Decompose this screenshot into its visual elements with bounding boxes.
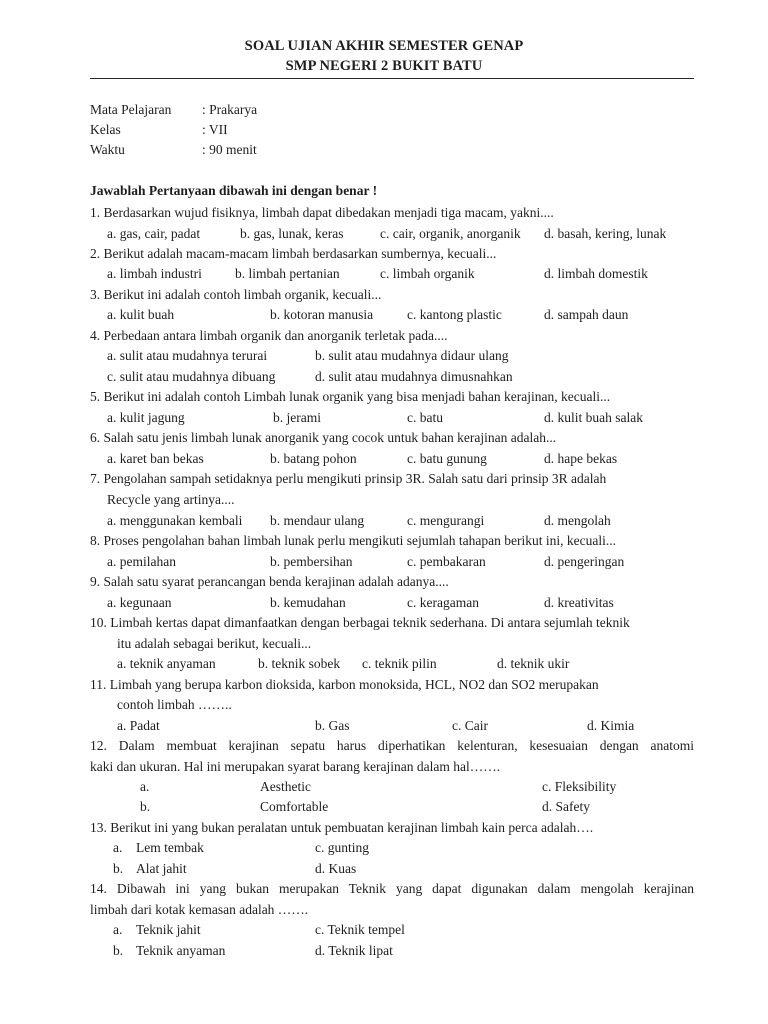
q8-option-b: b. pembersihan — [270, 554, 353, 569]
q14-option-b: Teknik anyaman — [136, 943, 226, 958]
question-13: 13. Berikut ini yang bukan peralatan untuk pembuatan kerajinan limbah kain perca adalah…. — [90, 820, 594, 835]
question-1: 1. Berdasarkan wujud fisiknya, limbah dapat dibedakan menjadi tiga macam, yakni.... — [90, 205, 554, 220]
q1-option-b: b. gas, lunak, keras — [240, 226, 344, 241]
subject-label: Mata Pelajaran — [90, 102, 172, 117]
class-label: Kelas — [90, 122, 121, 137]
question-7: 7. Pengolahan sampah setidaknya perlu mengikuti prinsip 3R. Salah satu dari prinsip 3R adalah — [90, 471, 607, 486]
question-11: 11. Limbah yang berupa karbon dioksida, karbon monoksida, HCL, NO2 dan SO2 merupakan — [90, 677, 599, 692]
q14-option-a-letter: a. — [113, 922, 123, 937]
q2-option-d: d. limbah domestik — [544, 266, 648, 281]
q4-option-c: c. sulit atau mudahnya dibuang — [107, 369, 276, 384]
q4-option-b: b. sulit atau mudahnya didaur ulang — [315, 348, 509, 363]
q5-option-c: c. batu — [407, 410, 443, 425]
q12-option-b-letter: b. — [140, 799, 151, 814]
q3-option-a: a. kulit buah — [107, 307, 175, 322]
question-12-continued: kaki dan ukuran. Hal ini merupakan syarat barang kerajinan dalam hal……. — [90, 759, 501, 774]
q14-option-c: c. Teknik tempel — [315, 922, 405, 937]
q5-option-d: d. kulit buah salak — [544, 410, 643, 425]
q2-option-a: a. limbah industri — [107, 266, 202, 281]
header-divider — [90, 78, 694, 79]
q13-option-a: Lem tembak — [136, 840, 204, 855]
q1-option-c: c. cair, organik, anorganik — [380, 226, 521, 241]
school-name: SMP NEGERI 2 BUKIT BATU — [285, 58, 483, 74]
question-10-continued: itu adalah sebagai berikut, kecuali... — [117, 636, 312, 651]
q1-option-d: d. basah, kering, lunak — [544, 226, 667, 241]
q3-option-d: d. sampah daun — [544, 307, 629, 322]
question-4: 4. Perbedaan antara limbah organik dan anorganik terletak pada.... — [90, 328, 448, 343]
q9-option-c: c. keragaman — [407, 595, 479, 610]
q14-option-d: d. Teknik lipat — [315, 943, 393, 958]
question-6: 6. Salah satu jenis limbah lunak anorganik yang cocok untuk bahan kerajinan adalah... — [90, 430, 557, 445]
q3-option-b: b. kotoran manusia — [270, 307, 374, 322]
class-value: : VII — [202, 122, 228, 137]
question-14-continued: limbah dari kotak kemasan adalah ……. — [90, 902, 309, 917]
q3-option-c: c. kantong plastic — [407, 307, 502, 322]
question-10: 10. Limbah kertas dapat dimanfaatkan dengan berbagai teknik sederhana. Di antara sejumlah teknik — [90, 615, 630, 630]
q4-option-a: a. sulit atau mudahnya terurai — [107, 348, 268, 363]
q7-option-a: a. menggunakan kembali — [107, 513, 243, 528]
question-9: 9. Salah satu syarat perancangan benda kerajinan adalah adanya.... — [90, 574, 449, 589]
q13-option-b: Alat jahit — [136, 861, 187, 876]
q5-option-a: a. kulit jagung — [107, 410, 185, 425]
question-3: 3. Berikut ini adalah contoh limbah organik, kecuali... — [90, 287, 382, 302]
q6-option-d: d. hape bekas — [544, 451, 618, 466]
question-8: 8. Proses pengolahan bahan limbah lunak perlu mengikuti sejumlah tahapan berikut ini, kecuali... — [90, 533, 616, 548]
q7-option-b: b. mendaur ulang — [270, 513, 365, 528]
subject-value: : Prakarya — [202, 102, 258, 117]
q6-option-b: b. batang pohon — [270, 451, 357, 466]
instruction: Jawablah Pertanyaan dibawah ini dengan benar ! — [90, 183, 378, 198]
q13-option-b-letter: b. — [113, 861, 124, 876]
time-value: : 90 menit — [202, 142, 257, 157]
q11-option-c: c. Cair — [452, 718, 488, 733]
question-7-continued: Recycle yang artinya.... — [107, 492, 235, 507]
time-label: Waktu — [90, 142, 125, 157]
q7-option-c: c. mengurangi — [407, 513, 485, 528]
q13-option-d: d. Kuas — [315, 861, 357, 876]
q12-option-b: Comfortable — [260, 799, 329, 814]
q7-option-d: d. mengolah — [544, 513, 611, 528]
document-title: SOAL UJIAN AKHIR SEMESTER GENAP — [244, 38, 524, 54]
q6-option-c: c. batu gunung — [407, 451, 487, 466]
q10-option-a: a. teknik anyaman — [117, 656, 216, 671]
q1-option-a: a. gas, cair, padat — [107, 226, 201, 241]
q10-option-c: c. teknik pilin — [362, 656, 437, 671]
question-11-continued: contoh limbah …….. — [117, 697, 232, 712]
q11-option-a: a. Padat — [117, 718, 160, 733]
q8-option-a: a. pemilahan — [107, 554, 176, 569]
q12-option-a-letter: a. — [140, 779, 150, 794]
q9-option-b: b. kemudahan — [270, 595, 346, 610]
q14-option-b-letter: b. — [113, 943, 124, 958]
q12-option-a: Aesthetic — [260, 779, 311, 794]
q11-option-d: d. Kimia — [587, 718, 635, 733]
q6-option-a: a. karet ban bekas — [107, 451, 204, 466]
q9-option-a: a. kegunaan — [107, 595, 172, 610]
q10-option-b: b. teknik sobek — [258, 656, 341, 671]
q2-option-b: b. limbah pertanian — [235, 266, 340, 281]
q9-option-d: d. kreativitas — [544, 595, 614, 610]
q2-option-c: c. limbah organik — [380, 266, 475, 281]
q12-option-c: c. Fleksibility — [542, 779, 617, 794]
q13-option-a-letter: a. — [113, 840, 123, 855]
q4-option-d: d. sulit atau mudahnya dimusnahkan — [315, 369, 513, 384]
question-14: 14. Dibawah ini yang bukan merupakan Teknik yang dapat digunakan dalam mengolah kerajinan — [90, 881, 694, 896]
q12-option-d: d. Safety — [542, 799, 590, 814]
q8-option-c: c. pembakaran — [407, 554, 486, 569]
question-5: 5. Berikut ini adalah contoh Limbah lunak organik yang bisa menjadi bahan kerajinan, kecuali... — [90, 389, 611, 404]
question-2: 2. Berikut adalah macam-macam limbah berdasarkan sumbernya, kecuali... — [90, 246, 497, 261]
q10-option-d: d. teknik ukir — [497, 656, 570, 671]
q14-option-a: Teknik jahit — [136, 922, 201, 937]
q5-option-b: b. jerami — [273, 410, 321, 425]
q8-option-d: d. pengeringan — [544, 554, 625, 569]
question-12: 12. Dalam membuat kerajinan sepatu harus diperhatikan kelenturan, kesesuaian dengan anatomi — [90, 738, 694, 753]
q13-option-c: c. gunting — [315, 840, 369, 855]
q11-option-b: b. Gas — [315, 718, 350, 733]
